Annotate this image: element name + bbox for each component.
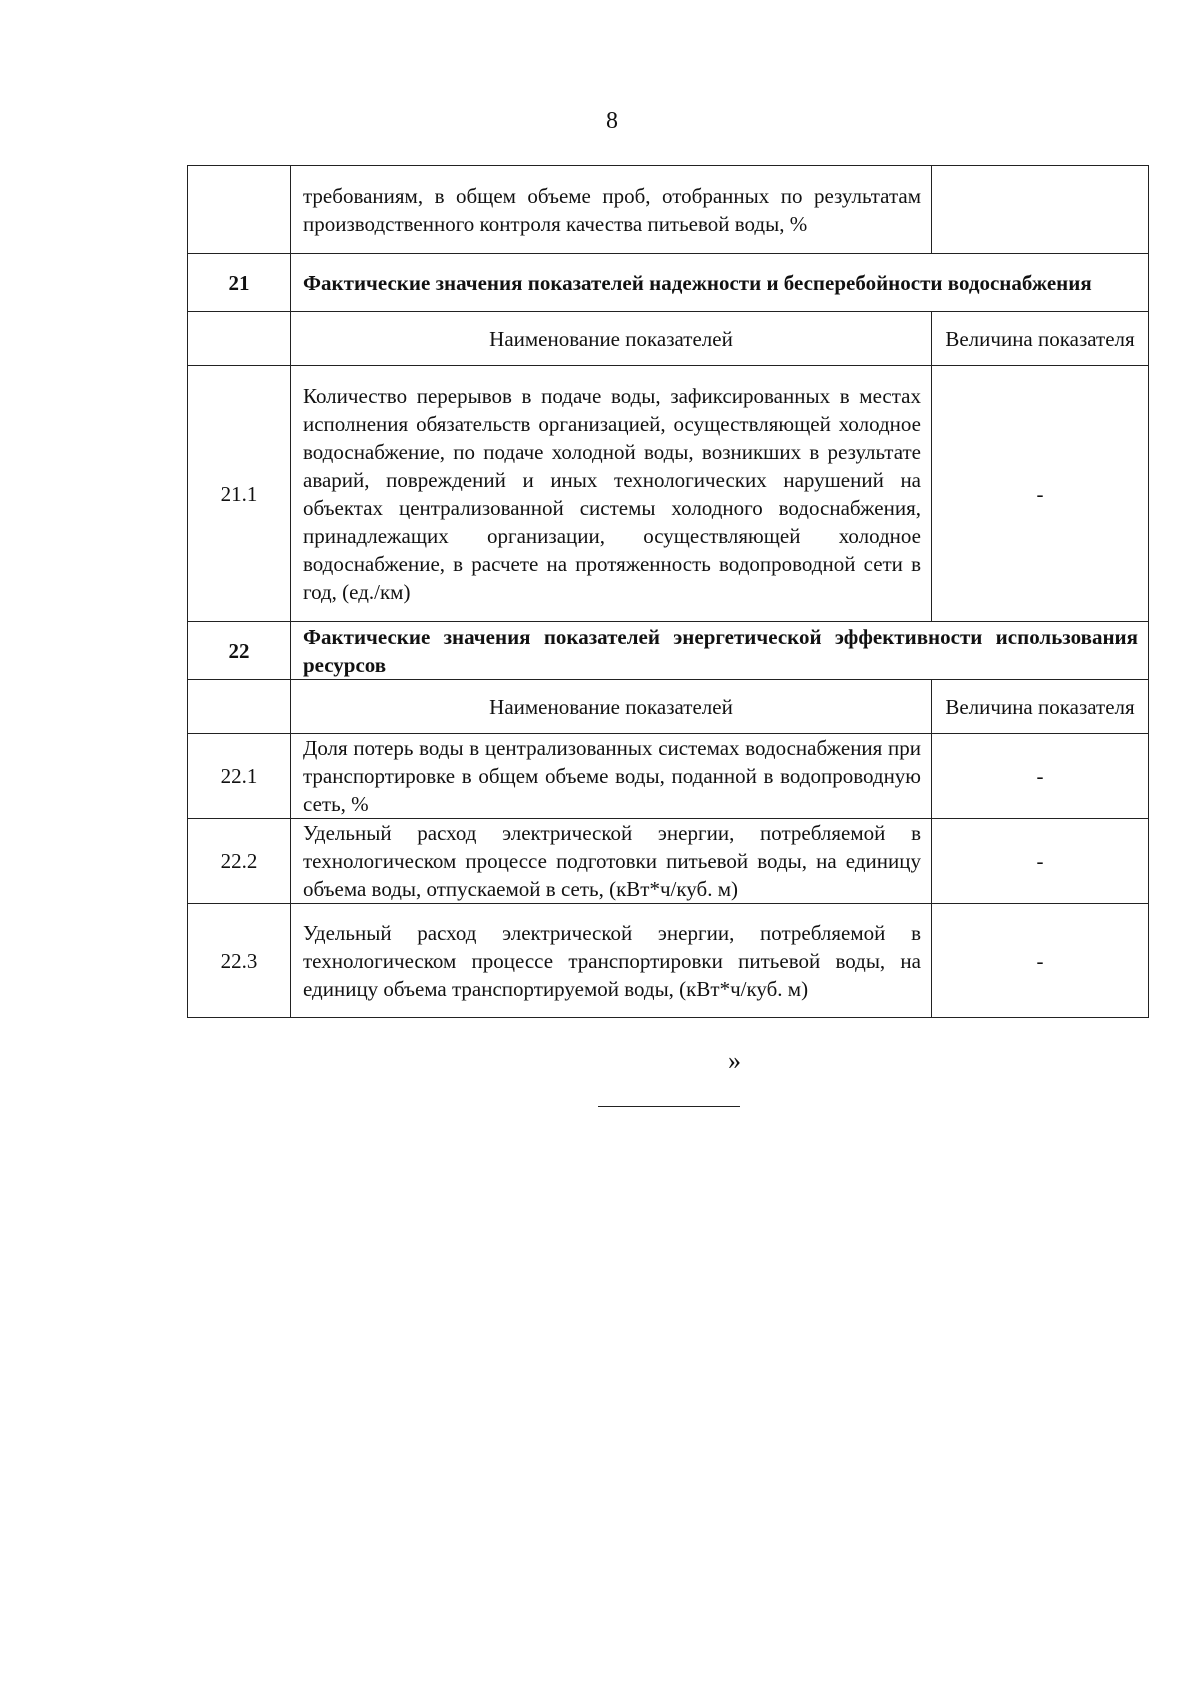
indicator-value: -: [932, 734, 1149, 819]
row-name-cell: [291, 904, 932, 1018]
column-header-row: [188, 680, 1149, 734]
row-number: 22.2: [188, 819, 291, 904]
section-number: 21: [188, 254, 291, 312]
section-number: 22: [188, 622, 291, 680]
row-number: 21.1: [188, 366, 291, 622]
row-name-cell: [291, 734, 932, 819]
row-name-cell: [291, 819, 932, 904]
row-name-cell: [291, 366, 932, 622]
indicator-value: -: [932, 366, 1149, 622]
indicator-text: Количество перерывов в подаче воды, зафиксированных в местах исполнения обязательств организацией, осуществляющей холодное водоснабжение, по подаче холодной воды, возникших в результате аварий, повреждений и иных технологических нарушений на объектах централизованной системы холодного водоснабжения, принадлежащих организации, осуществляющей холодное водоснабжение, в расчете на протяженность водопроводной сети в год, (ед./км): [303, 383, 921, 604]
header-number-cell: [188, 312, 291, 366]
header-value: Величина показателя: [932, 680, 1149, 734]
header-number-cell: [188, 680, 291, 734]
indicator-text: Доля потерь воды в централизованных системах водоснабжения при транспортировке в общем объеме воды, поданной в водопроводную сеть, %: [303, 736, 921, 816]
header-name: Наименование показателей: [291, 680, 932, 734]
header-name: Наименование показателей: [291, 312, 932, 366]
page-number: 8: [606, 108, 618, 134]
section-title-cell: [291, 622, 1149, 680]
row-name-cell: [291, 166, 932, 254]
table-row: [188, 904, 1149, 1018]
row-number: 22.1: [188, 734, 291, 819]
section-title-row: [188, 254, 1149, 312]
table-row: [188, 734, 1149, 819]
section-title-cell: [291, 254, 1149, 312]
table-row: [188, 819, 1149, 904]
section-title-row: [188, 622, 1149, 680]
table-row: [188, 166, 1149, 254]
section-title: Фактические значения показателей надежности и бесперебойности водоснабжения: [303, 270, 1092, 295]
indicator-value: -: [932, 904, 1149, 1018]
end-divider: [598, 1106, 740, 1107]
row-number: 22.3: [188, 904, 291, 1018]
closing-quote: »: [728, 1046, 741, 1075]
indicator-text: Удельный расход электрической энергии, потребляемой в технологическом процессе подготовки питьевой воды, на единицу объема воды, отпускаемой в сеть, (кВт*ч/куб. м): [303, 821, 921, 901]
header-value: Величина показателя: [932, 312, 1149, 366]
indicators-table: [187, 165, 1149, 1018]
table-row: [188, 366, 1149, 622]
indicator-text: требованиям, в общем объеме проб, отобранных по результатам производственного контроля качества питьевой воды, %: [303, 183, 921, 236]
indicator-value: -: [932, 819, 1149, 904]
row-value-cell: [932, 166, 1149, 254]
row-number-cell: [188, 166, 291, 254]
indicator-text: Удельный расход электрической энергии, потребляемой в технологическом процессе транспортировки питьевой воды, на единицу объема транспортируемой воды, (кВт*ч/куб. м): [303, 920, 921, 1001]
column-header-row: [188, 312, 1149, 366]
section-title: Фактические значения показателей энергетической эффективности использования ресурсов: [303, 624, 1138, 677]
